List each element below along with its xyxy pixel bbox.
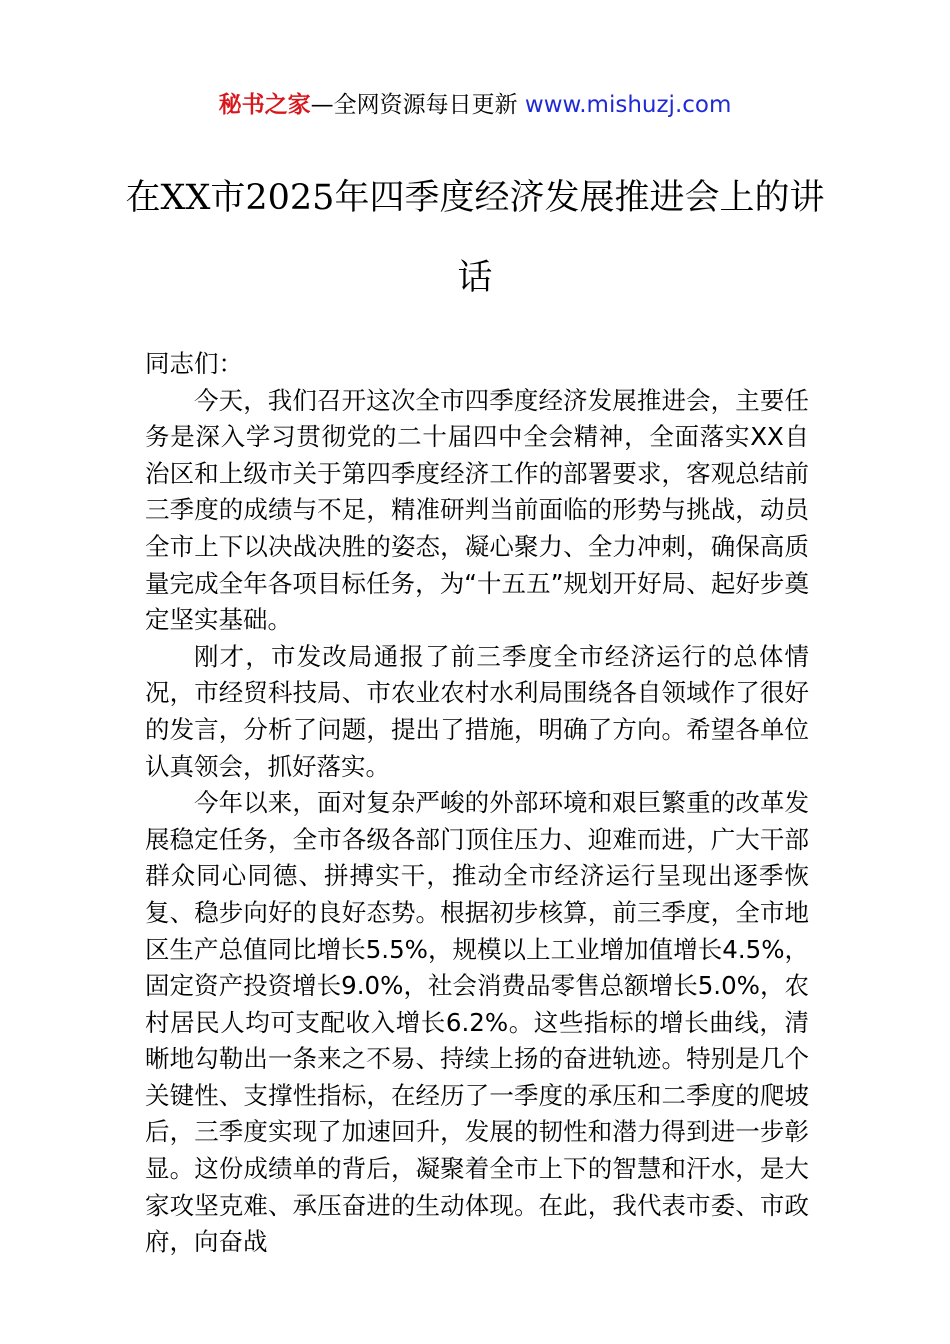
banner-slogan: —全网资源每日更新	[310, 92, 525, 118]
salutation: 同志们：	[145, 349, 243, 378]
site-banner	[0, 88, 950, 122]
brand-name: 秘书之家	[218, 92, 311, 118]
site-url-link[interactable]: www.mishuzj.com	[524, 92, 732, 118]
paragraph-3: 今年以来，面对复杂严峻的外部环境和艰巨繁重的改革发展稳定任务，全市各级各部门顶住压力、迎难而进，广大干部群众同心同德、拼搏实干，推动全市经济运行呈现出逐季恢复、稳步向好的良好态势。根据初步核算，前三季度，全市地区生产总值同比增长5.5%，规模以上工业增加值增长4.5%，固定资产投资增长9.0%，社会消费品零售总额增长5.0%，农村居民人均可支配收入增长6.2%。这些指标的增长曲线，清晰地勾勒出一条来之不易、持续上扬的奋进轨迹。特别是几个关键性、支撑性指标，在经历了一季度的承压和二季度的爬坡后，三季度实现了加速回升，发展的韧性和潜力得到进一步彰显。这份成绩单的背后，凝聚着全市上下的智慧和汗水，是大家攻坚克难、承压奋进的生动体现。在此，我代表市委、市政府，向奋战	[145, 788, 809, 1257]
paragraph-2: 刚才，市发改局通报了前三季度全市经济运行的总体情况，市经贸科技局、市农业农村水利局围绕各自领域作了很好的发言，分析了问题，提出了措施，明确了方向。希望各单位认真领会，抓好落实。	[145, 641, 809, 781]
paragraph-1: 今天，我们召开这次全市四季度经济发展推进会，主要任务是深入学习贯彻党的二十届四中全会精神，全面落实XX自治区和上级市关于第四季度经济工作的部署要求，客观总结前三季度的成绩与不足，精准研判当前面临的形势与挑战，动员全市上下以决战决胜的姿态，凝心聚力、全力冲刺，确保高质量完成全年各项目标任务，为“十五五”规划开好局、起好步奠定坚实基础。	[145, 385, 809, 635]
document-title: 在XX市2025年四季度经济发展推进会上的讲话	[125, 178, 825, 298]
document-body	[145, 346, 809, 1261]
